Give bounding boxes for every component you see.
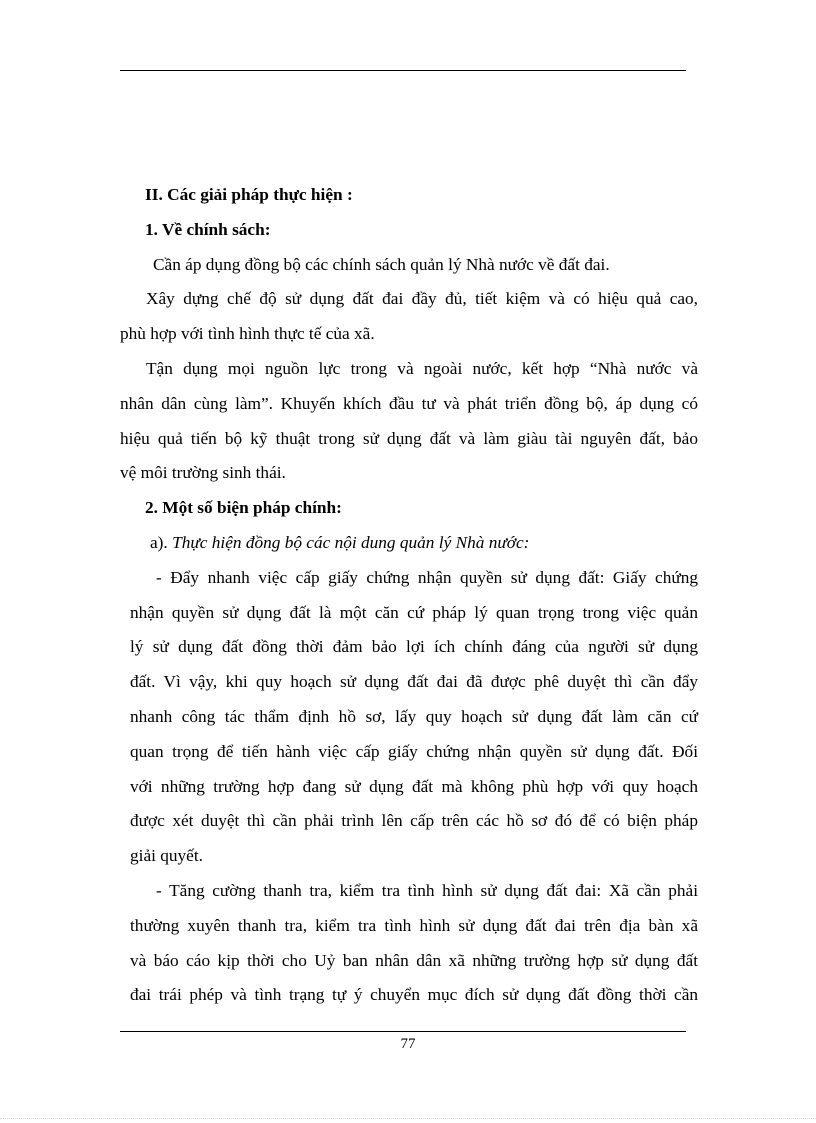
paragraph-3-line: vệ môi trường sinh thái. bbox=[120, 463, 286, 483]
page-edge-divider bbox=[0, 1118, 816, 1119]
paragraph-4-line: được xét duyệt thì cần phải trình lên cấp trên các hồ sơ đó để có biện pháp bbox=[130, 811, 698, 831]
subheading-policy: 1. Về chính sách: bbox=[145, 219, 271, 239]
page-number: 77 bbox=[400, 1036, 416, 1052]
paragraph-5-line: thường xuyên thanh tra, kiểm tra tình hình sử dụng đất đai trên địa bàn xã bbox=[130, 915, 698, 935]
paragraph-2-line: phù hợp với tình hình thực tế của xã. bbox=[120, 324, 375, 344]
header-rule bbox=[120, 70, 686, 71]
item-a-heading bbox=[120, 526, 698, 561]
paragraph-3-line: hiệu quả tiến bộ kỹ thuật trong sử dụng đất và làm giàu tài nguyên đất, bảo bbox=[120, 428, 698, 448]
item-a-prefix: a). bbox=[150, 532, 168, 552]
page-body bbox=[120, 178, 698, 1013]
paragraph-4-line: quan trọng để tiến hành việc cấp giấy chứng nhận quyền sử dụng đất. Đối bbox=[130, 741, 698, 761]
paragraph-1: Cần áp dụng đồng bộ các chính sách quản lý Nhà nước về đất đai. bbox=[153, 254, 610, 274]
subheading-measures: 2. Một số biện pháp chính: bbox=[145, 498, 342, 518]
paragraph-4-line: giải quyết. bbox=[130, 846, 203, 866]
paragraph-3-line: nhân dân cùng làm”. Khuyến khích đầu tư và phát triển đồng bộ, áp dụng có bbox=[120, 393, 698, 413]
paragraph-4-line: đất. Vì vậy, khi quy hoạch sử dụng đất đai đã được phê duyệt thì cần đẩy bbox=[130, 672, 698, 692]
paragraph-5-line: và báo cáo kịp thời cho Uỷ ban nhân dân xã những trường hợp sử dụng đất bbox=[130, 950, 698, 970]
paragraph-4-line: nhận quyền sử dụng đất là một căn cứ pháp lý quan trọng trong việc quản bbox=[130, 602, 698, 622]
paragraph-4-line: nhanh công tác thẩm định hồ sơ, lấy quy hoạch sử dụng đất làm căn cứ bbox=[130, 706, 698, 726]
paragraph-4-line: với những trường hợp đang sử dụng đất mà không phù hợp với quy hoạch bbox=[130, 776, 698, 796]
paragraph-5-line: đai trái phép và tình trạng tự ý chuyển mục đích sử dụng đất đồng thời cần bbox=[130, 985, 698, 1005]
section-heading: II. Các giải pháp thực hiện : bbox=[145, 185, 353, 204]
paragraph-4-line: - Đẩy nhanh việc cấp giấy chứng nhận quyền sử dụng đất: Giấy chứng bbox=[156, 567, 698, 587]
paragraph-5-line: - Tăng cường thanh tra, kiểm tra tình hình sử dụng đất đai: Xã cần phải bbox=[156, 880, 698, 900]
paragraph-3-line: Tận dụng mọi nguồn lực trong và ngoài nước, kết hợp “Nhà nước và bbox=[146, 358, 698, 378]
footer-rule bbox=[120, 1031, 686, 1032]
paragraph-4-line: lý sử dụng đất đồng thời đảm bảo lợi ích chính đáng của người sử dụng bbox=[130, 637, 698, 657]
item-a-title: Thực hiện đồng bộ các nội dung quản lý Nhà nước: bbox=[172, 532, 530, 552]
paragraph-2-line: Xây dựng chế độ sử dụng đất đai đầy đủ, tiết kiệm và có hiệu quả cao, bbox=[146, 289, 698, 309]
